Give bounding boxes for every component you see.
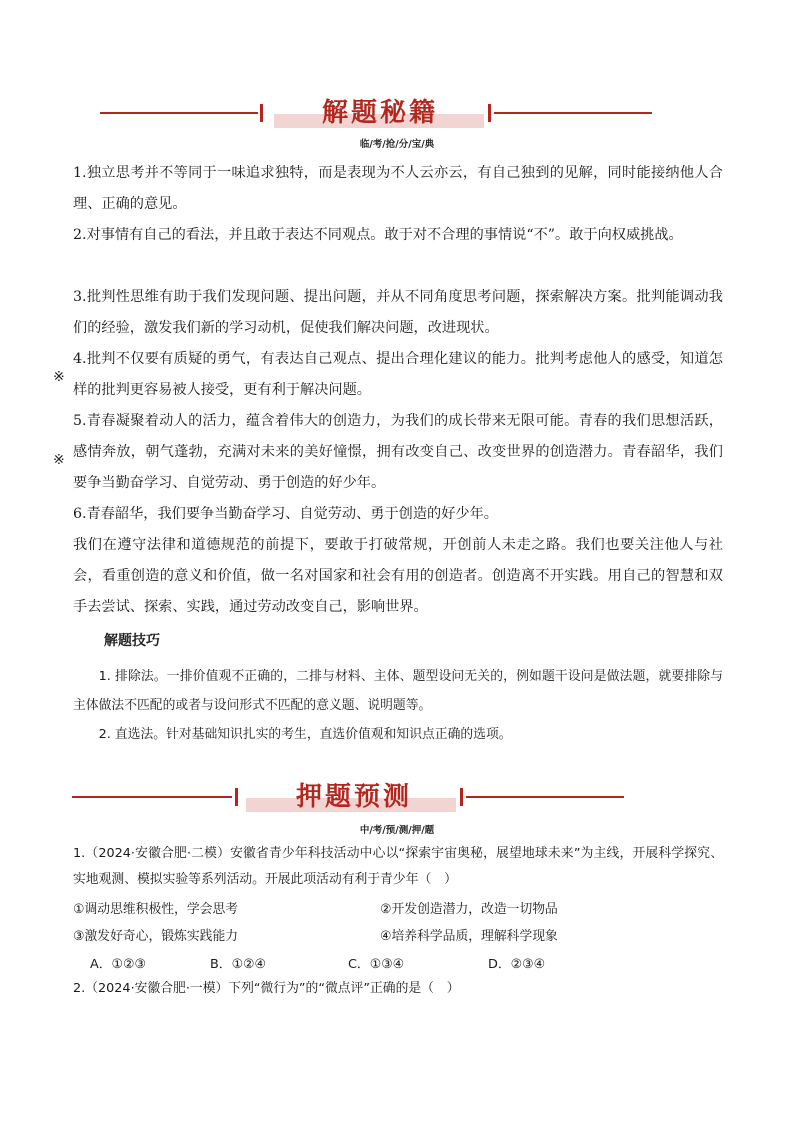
- point-6: 6.青春韶华，我们要争当勤奋学习、自觉劳动、勇于创造的好少年。: [73, 506, 498, 522]
- point-2: 2.对事情有自己的看法，并且敢于表达不同观点。敢于对不合理的事情说“不”。敢于向权威挑战。: [73, 227, 683, 243]
- paragraph-creation: 我们在遵守法律和道德规范的前提下，要敢于打破常规，开创前人未走之路。我们也要关注他人与社会，看重创造的意义和价值，做一名对国家和社会有用的创造者。创造离不开实践。用自己的智慧和双手去尝试、探索、实践，通过劳动改变自己，影响世界。: [73, 537, 723, 615]
- header-tick-right: [460, 788, 463, 806]
- tips-title: 解题技巧: [104, 633, 160, 649]
- question-2-stem: 2.（2024·安徽合肥·一模）下列“微行为”的“微点评”正确的是（ ）: [73, 981, 460, 996]
- point-3: 3.批判性思维有助于我们发现问题、提出问题，并从不同角度思考问题，探索解决方案。批判能调动我们的经验，激发我们新的学习动机，促使我们解决问题，改进现状。: [73, 289, 723, 336]
- section-header-secrets: [100, 96, 660, 130]
- choice-d[interactable]: D．②③④: [488, 957, 546, 972]
- question-1-stem: 1.（2024·安徽合肥·二模）安徽省青少年科技活动中心以“探索宇宙奥秘，展望地球未来”为主线，开展科学探究、实地观测、模拟实验等系列活动。开展此项活动有利于青少年（ ）: [73, 846, 723, 887]
- choice-c[interactable]: C．①③④: [348, 957, 405, 972]
- header-rule-left: [72, 796, 232, 798]
- tip-1: 1. 排除法。一排价值观不正确的，二排与材料、主体、题型设问无关的，例如题干设问是做法题，就要排除与主体做法不匹配的或者与设问形式不匹配的意义题、说明题等。: [73, 669, 723, 713]
- reference-mark: ※: [53, 452, 65, 468]
- reference-mark: ※: [53, 369, 65, 385]
- statement-item: ③激发好奇心，锻炼实践能力: [73, 929, 239, 944]
- header-rule-right: [466, 796, 624, 798]
- point-1: 1.独立思考并不等同于一味追求独特，而是表现为不人云亦云，有自己独到的见解，同时能接纳他人合理、正确的意见。: [73, 165, 723, 212]
- header-tick-left: [260, 104, 263, 122]
- header-rule-left: [100, 112, 258, 114]
- point-5: 5.青春凝聚着动人的活力，蕴含着伟大的创造力，为我们的成长带来无限可能。青春的我们思想活跃，感情奔放，朝气蓬勃，充满对未来的美好憧憬，拥有改变自己、改变世界的创造潜力。青春韶华，我们要争当勤奋学习、自觉劳动、勇于创造的好少年。: [73, 413, 723, 491]
- choice-b[interactable]: B．①②④: [210, 957, 266, 972]
- section-subtitle: 临/考/抢/分/宝/典: [359, 139, 435, 150]
- header-rule-right: [494, 112, 652, 114]
- point-4: 4.批判不仅要有质疑的勇气，有表达自己观点、提出合理化建议的能力。批判考虑他人的感受，知道怎样的批判更容易被人接受，更有利于解决问题。: [73, 351, 723, 398]
- section-title: 解题秘籍: [322, 98, 439, 128]
- tip-2: 2. 直选法。针对基础知识扎实的考生，直选价值观和知识点正确的选项。: [98, 727, 512, 742]
- statement-item: ②开发创造潜力，改造一切物品: [380, 902, 558, 917]
- statement-item: ④培养科学品质，理解科学现象: [380, 929, 558, 944]
- header-tick-right: [488, 104, 491, 122]
- section-subtitle: 中/考/预/测/押/题: [359, 825, 435, 836]
- choice-a[interactable]: A．①②③: [90, 957, 146, 972]
- section-header-predictions: [72, 780, 632, 814]
- section-title: 押题预测: [296, 782, 413, 812]
- statement-item: ①调动思维积极性，学会思考: [73, 902, 239, 917]
- header-tick-left: [235, 788, 238, 806]
